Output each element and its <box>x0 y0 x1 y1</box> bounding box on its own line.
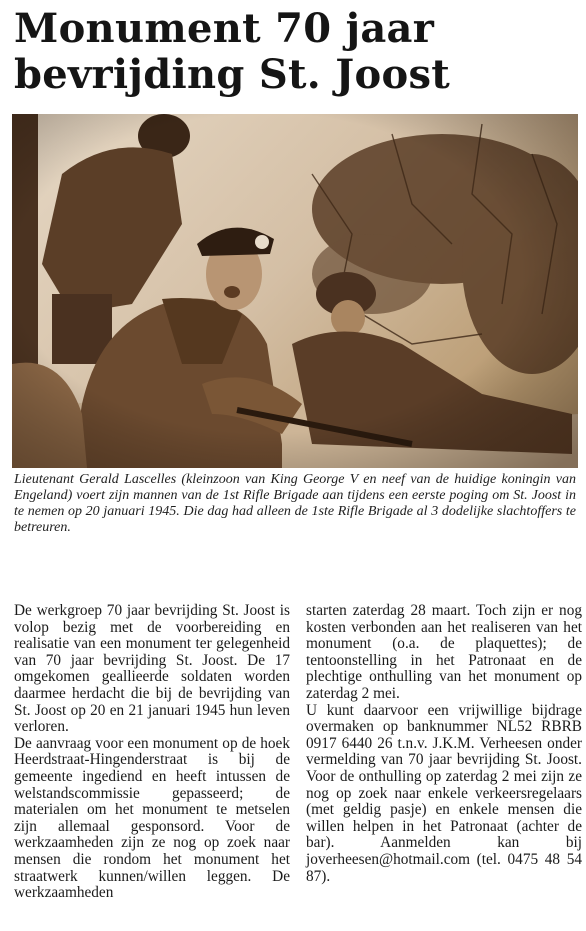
article-column-left <box>14 603 290 902</box>
paragraph: De werkgroep 70 jaar bevrijding St. Joost is volop bezig met de voorbereiding en realisatie van een monument ter gelegenheid van 70 jaar bevrijding St. Joost. De 17 omgekomen geallieerde soldaten worden daarmee herdacht die bij de bevrijding van St. Joost op 20 en 21 januari 1945 hun leven verloren. <box>14 602 290 736</box>
article-headline <box>14 6 574 98</box>
photo-caption: Lieutenant Gerald Lascelles (kleinzoon van King George V en neef van de huidige koningin van Engeland) voert zijn mannen van de 1st Rifle Brigade aan tijdens een eerste poging om St. Joost in te nemen op 20 januari 1945. Die dag had alleen de 1ste Rifle Brigade al 3 dodelijke slachtoffers te betreuren. <box>14 472 576 535</box>
war-photo <box>12 114 578 468</box>
paragraph: U kunt daarvoor een vrijwillige bijdrage overmaken op banknummer NL52 RBRB 0917 6440 26 t.n.v. J.K.M. Verheesen onder vermelding van 70 jaar bevrijding St. Joost. Voor de onthulling op zaterdag 2 mei zijn ze nog op zoek naar enkele verkeersregelaars (met geldig pasje) en enkele mensen die willen helpen in het Patronaat (achter de bar). Aanmelden kan bij joverheesen@hotmail.com (tel. 0475 48 54 87). <box>306 701 582 885</box>
paragraph: starten zaterdag 28 maart. Toch zijn er nog kosten verbonden aan het realiseren van het monument (o.a. de plaquettes); de tentoonstelling in het Patronaat en de plechtige onthulling van het monument op zaterdag 2 mei. <box>306 602 582 702</box>
headline-line-2: bevrijding St. Joost <box>14 51 451 98</box>
headline-line-1: Monument 70 jaar <box>14 5 435 52</box>
paragraph: De aanvraag voor een monument op de hoek Heerdstraat-Hingenderstraat is bij de gemeente ingediend en heeft intussen de welstandscommissie gepasseerd; de materialen om het monument te metselen zijn allemaal gesponsord. Voor de werkzaamheden zijn ze nog op zoek naar mensen die rondom het monument het straatwerk kunnen/willen leggen. De werkzaamheden <box>14 734 290 902</box>
article-column-right <box>306 603 582 885</box>
